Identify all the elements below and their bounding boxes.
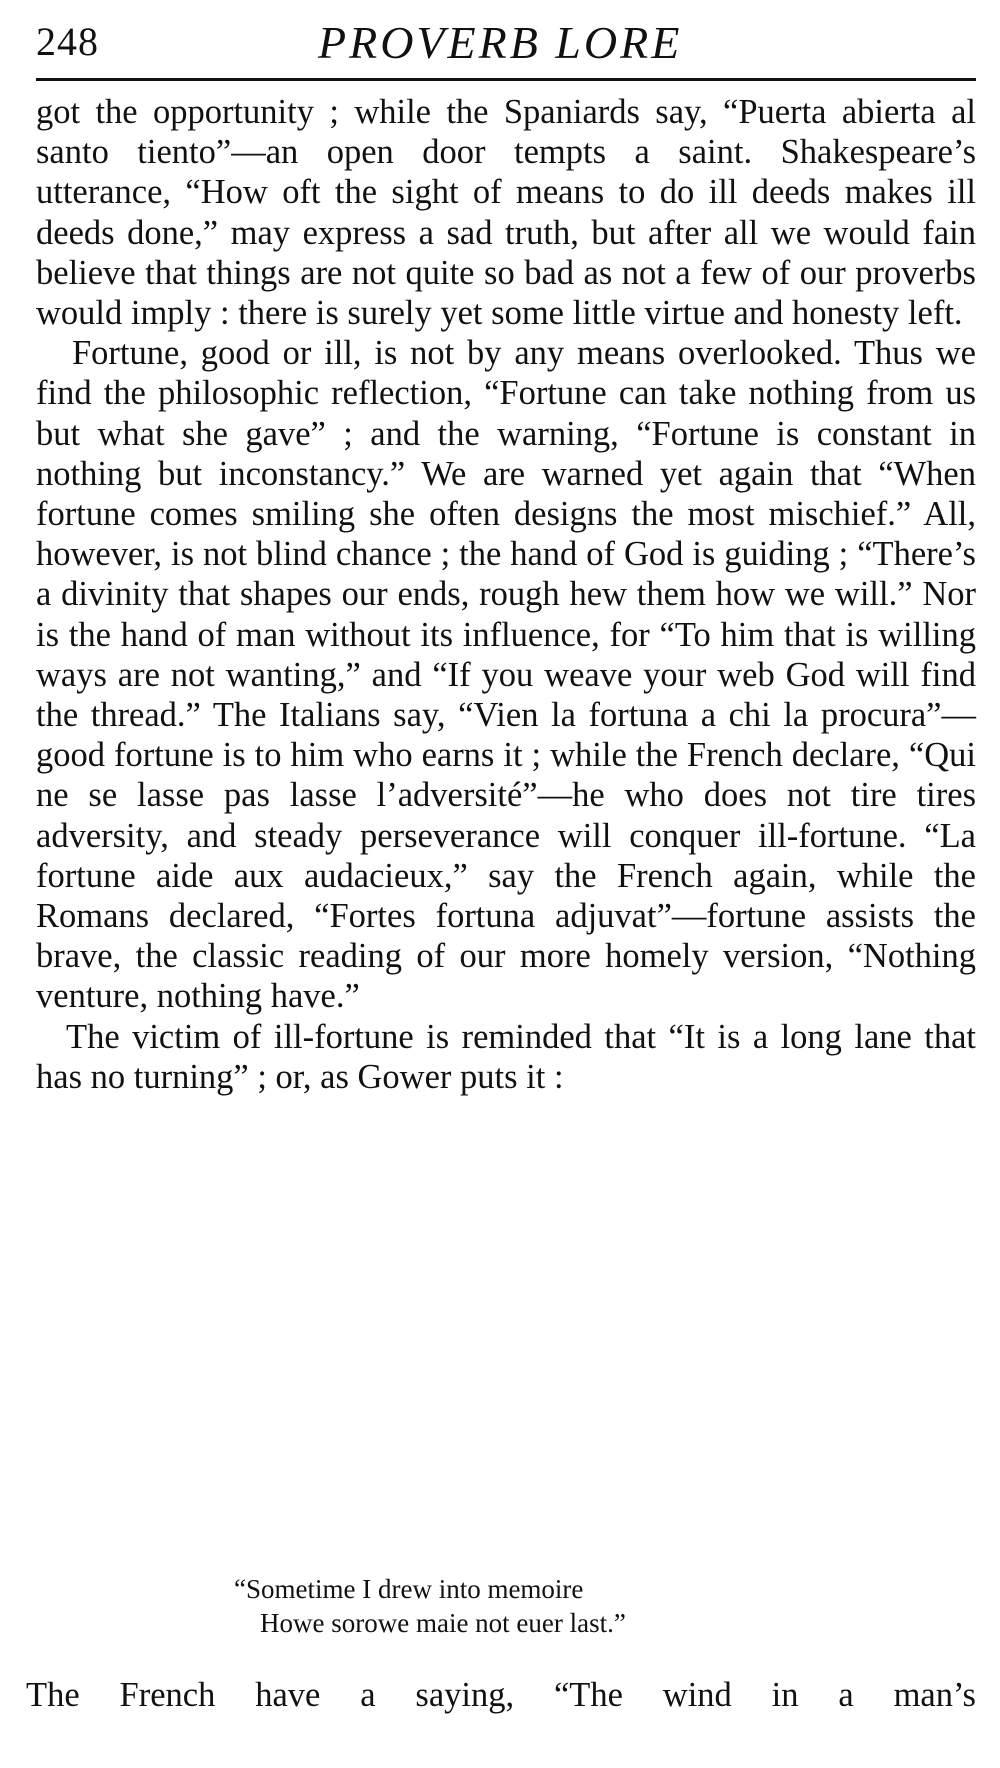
header-rule bbox=[36, 78, 976, 81]
page-number: 248 bbox=[36, 19, 99, 64]
book-page bbox=[24, 0, 980, 1768]
verse-line-1: “Sometime I drew into memoire bbox=[234, 1574, 584, 1604]
paragraph-3: The victim of ill-fortune is reminded that “It is a long lane that has no turning” ; or, as Gower puts it : bbox=[36, 1017, 976, 1096]
final-line: The French have a saying, “The wind in a man’s bbox=[26, 1676, 976, 1714]
verse-line-2: Howe sorowe maie not euer last.” bbox=[260, 1608, 626, 1638]
running-title: PROVERB LORE bbox=[318, 17, 683, 68]
page-header bbox=[36, 10, 976, 74]
verse-quote bbox=[234, 1572, 774, 1640]
paragraph-1: got the opportunity ; while the Spaniards say, “Puerta abierta al santo tiento”—an open door tempts a saint. Shakespeare’s utterance, “How oft the sight of means to do ill deeds makes ill deeds done,” may express a sad truth, but after all we would fain believe that things are not quite so bad as not a few of our proverbs would imply : there is surely yet some little virtue and honesty left. bbox=[36, 93, 976, 333]
body-text bbox=[36, 92, 976, 1097]
paragraph-2: Fortune, good or ill, is not by any means overlooked. Thus we find the philosophic reflection, “Fortune can take nothing from us but what she gave” ; and the warning, “Fortune is constant in nothing but inconstancy.” We are warned yet again that “When fortune comes smiling she often designs the most mischief.” All, however, is not blind chance ; the hand of God is guiding ; “There’s a divinity that shapes our ends, rough hew them how we will.” Nor is the hand of man without its influence, for “To him that is willing ways are not wanting,” and “If you weave your web God will find the thread.” The Italians say, “Vien la fortuna a chi la procura”—good fortune is to him who earns it ; while the French declare, “Qui ne se lasse pas lasse l’adversité”—he who does not tire tires adversity, and steady perseverance will conquer ill-fortune. “La fortune aide aux audacieux,” say the French again, while the Romans declared, “Fortes fortuna adjuvat”—fortune assists the brave, the classic reading of our more homely version, “Nothing venture, nothing have.” bbox=[36, 334, 976, 1016]
